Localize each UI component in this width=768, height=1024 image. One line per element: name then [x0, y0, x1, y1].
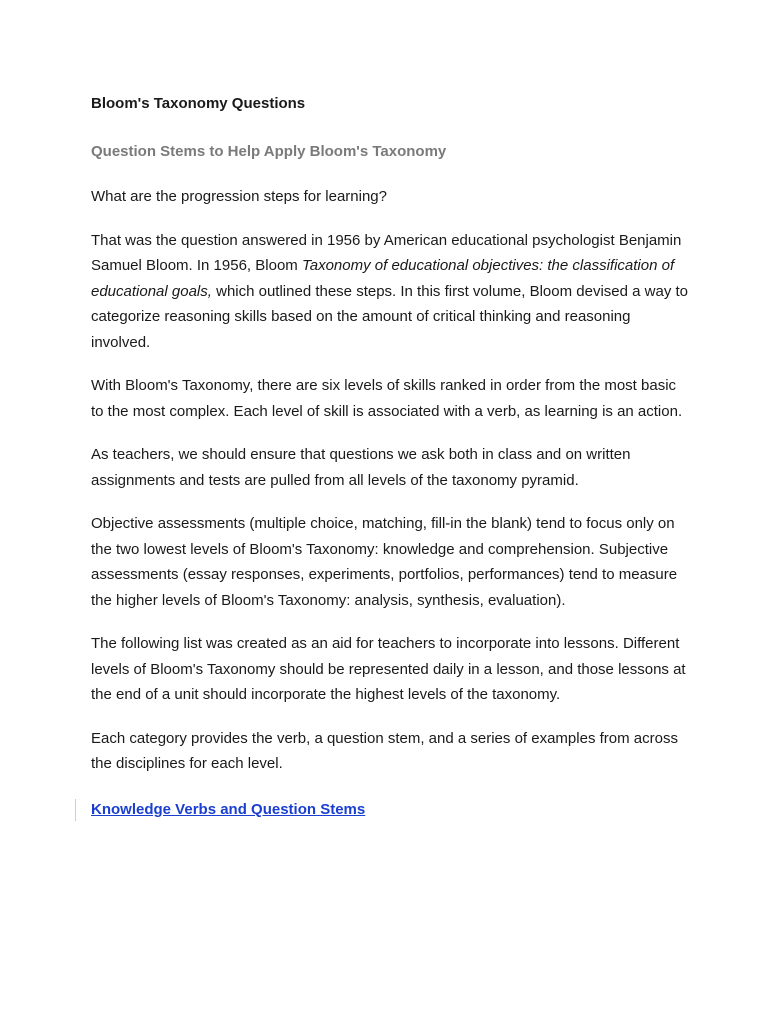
knowledge-verbs-link[interactable]: Knowledge Verbs and Question Stems [91, 800, 366, 818]
paragraph-list-aid: The following list was created as an aid for teachers to incorporate into lessons. Different levels of Bloom's Taxonomy should be represented daily in a lesson, and those lessons at the end of a unit should incorporate the highest levels of the taxonomy. [91, 635, 686, 703]
paragraph-levels: With Bloom's Taxonomy, there are six levels of skills ranked in order from the most basic to the most complex. Each level of skill is associated with a verb, as learning is an action. [91, 377, 683, 420]
paragraph-history-text-start: That was the question answered in 1956 by American educational psychologist Benjamin Samuel Bloom. In 1956, Bloom [91, 231, 682, 274]
book-title: Taxonomy of educational objectives: the classification of educational goals, [91, 257, 675, 300]
document-subtitle: Question Stems to Help Apply Bloom's Taxonomy [91, 143, 447, 160]
paragraph-categories: Each category provides the verb, a question stem, and a series of examples from across the disciplines for each level. [91, 729, 678, 772]
paragraph-teachers: As teachers, we should ensure that questions we ask both in class and on written assignments and tests are pulled from all levels of the taxonomy pyramid. [91, 446, 631, 489]
paragraph-history-text-end: which outlined these steps. In this first volume, Bloom devised a way to categorize reasoning skills based on the amount of critical thinking and reasoning involved. [91, 282, 689, 351]
paragraph-assessments: Objective assessments (multiple choice, matching, fill-in the blank) tend to focus only on the two lowest levels of Bloom's Taxonomy: knowledge and comprehension. Subjective assessments (essay responses, experiments, portfolios, performances) tend to measure the higher levels of Bloom's Taxonomy: analysis, synthesis, evaluation). [91, 515, 678, 609]
paragraph-question: What are the progression steps for learning? [91, 188, 387, 205]
document-page [91, 92, 691, 821]
link-row [91, 799, 691, 821]
paragraph-history [91, 228, 691, 356]
link-margin-bar [75, 799, 76, 821]
document-title: Bloom's Taxonomy Questions [91, 95, 306, 112]
